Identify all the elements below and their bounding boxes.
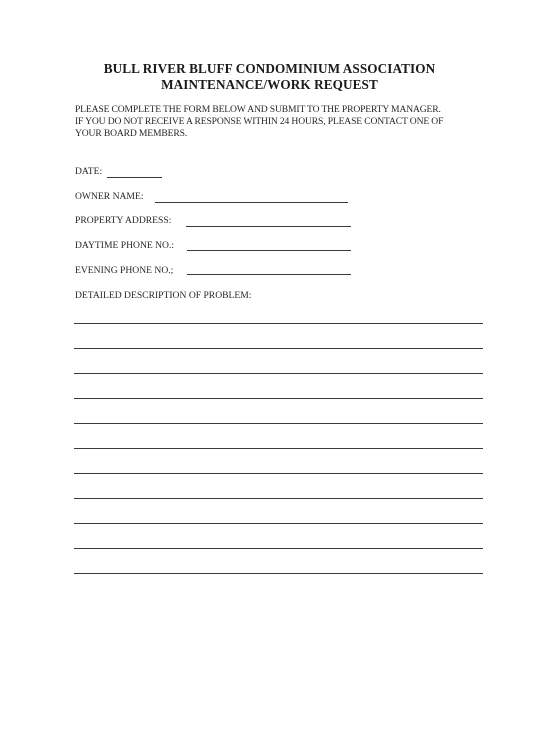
evening-phone-label: EVENING PHONE NO.; xyxy=(75,265,174,276)
description-line[interactable] xyxy=(74,398,483,399)
description-line[interactable] xyxy=(74,548,483,549)
description-line[interactable] xyxy=(74,448,483,449)
property-address-field[interactable] xyxy=(186,226,351,227)
description-line[interactable] xyxy=(74,373,483,374)
daytime-phone-label: DAYTIME PHONE NO.: xyxy=(75,240,175,251)
description-line[interactable] xyxy=(74,573,483,574)
description-line[interactable] xyxy=(74,423,483,424)
description-line[interactable] xyxy=(74,498,483,499)
form-title: MAINTENANCE/WORK REQUEST xyxy=(161,77,378,92)
description-line[interactable] xyxy=(74,323,483,324)
instructions-line-1: PLEASE COMPLETE THE FORM BELOW AND SUBMIT TO THE PROPERTY MANAGER. xyxy=(75,104,441,115)
owner-name-label: OWNER NAME: xyxy=(75,191,144,202)
description-line[interactable] xyxy=(74,348,483,349)
owner-name-field[interactable] xyxy=(155,202,348,203)
daytime-phone-field[interactable] xyxy=(187,250,351,251)
date-field[interactable] xyxy=(107,177,162,178)
instructions-line-3: YOUR BOARD MEMBERS. xyxy=(75,128,188,139)
property-address-label: PROPERTY ADDRESS: xyxy=(75,215,172,226)
description-label: DETAILED DESCRIPTION OF PROBLEM: xyxy=(75,290,252,301)
instructions-line-2: IF YOU DO NOT RECEIVE A RESPONSE WITHIN 24 HOURS, PLEASE CONTACT ONE OF xyxy=(75,116,444,127)
description-line[interactable] xyxy=(74,523,483,524)
association-title: BULL RIVER BLUFF CONDOMINIUM ASSOCIATION xyxy=(103,61,436,76)
date-label: DATE: xyxy=(75,166,103,177)
evening-phone-field[interactable] xyxy=(187,274,351,275)
description-line[interactable] xyxy=(74,473,483,474)
